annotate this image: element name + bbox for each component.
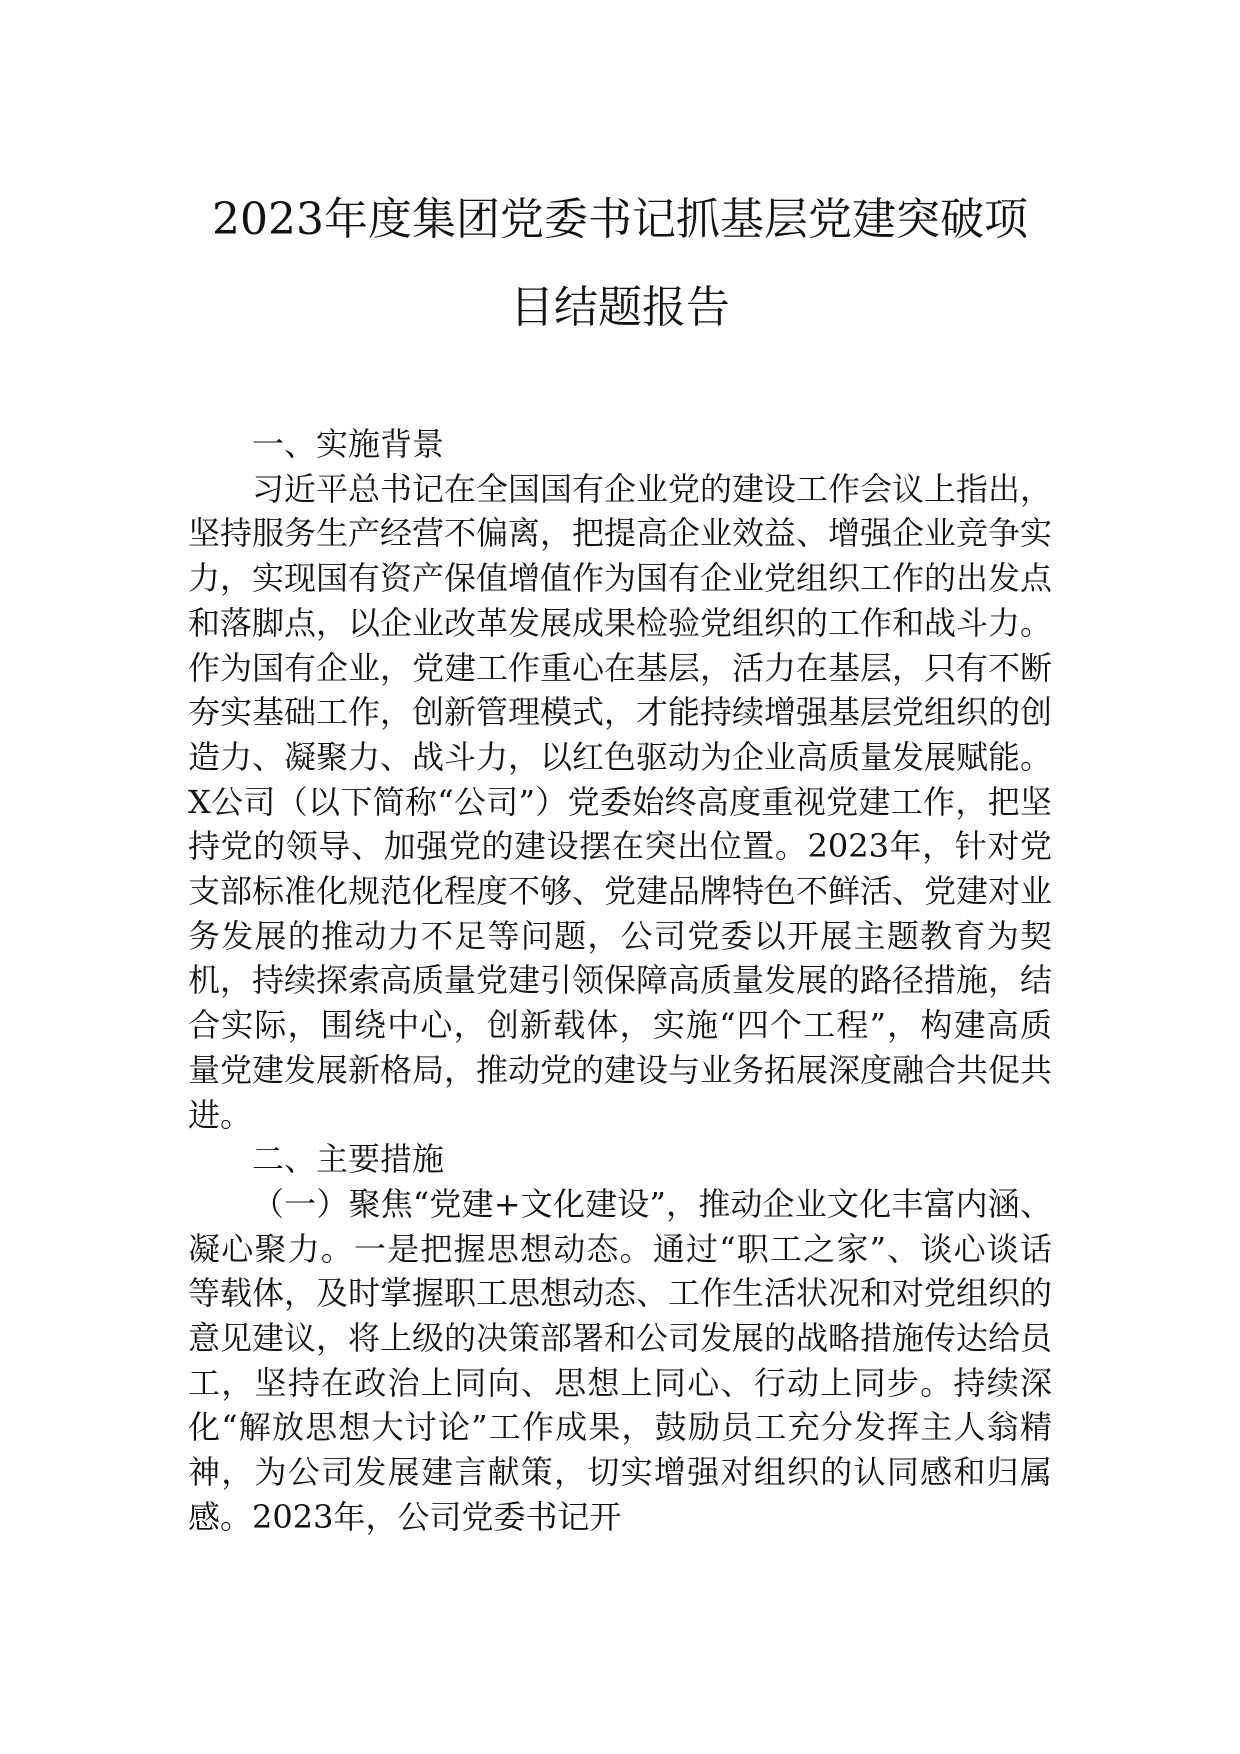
paragraph-background: 习近平总书记在全国国有企业党的建设工作会议上指出，坚持服务生产经营不偏离，把提高企业效益、增强企业竞争实力，实现国有资产保值增值作为国有企业党组织工作的出发点和落脚点，以企业改革发展成果检验党组织的工作和战斗力。作为国有企业，党建工作重心在基层，活力在基层，只有不断夯实基础工作，创新管理模式，才能持续增强基层党组织的创造力、凝聚力、战斗力，以红色驱动为企业高质量发展赋能。X公司（以下简称“公司”）党委始终高度重视党建工作，把坚持党的领导、加强党的建设摆在突出位置。2023年，针对党支部标准化规范化程度不够、党建品牌特色不鲜活、党建对业务发展的推动力不足等问题，公司党委以开展主题教育为契机，持续探索高质量党建引领保障高质量发展的路径措施，结合实际，围绕中心，创新载体，实施“四个工程”，构建高质量党建发展新格局，推动党的建设与业务拓展深度融合共促共进。 (188, 469, 1053, 1134)
title-line-1: 2023年度集团党委书记抓基层党建突破项 (212, 194, 1028, 245)
section-heading-measures: 二、主要措施 (252, 1140, 445, 1179)
document-body (188, 422, 1052, 1540)
title-line-2: 目结题报告 (510, 282, 730, 333)
paragraph-measures-1: （一）聚焦“党建+文化建设”，推动企业文化丰富内涵、凝心聚力。一是把握思想动态。通过“职工之家”、谈心谈话等载体，及时掌握职工思想动态、工作生活状况和对党组织的意见建议，将上级的决策部署和公司发展的战略措施传达给员工，坚持在政治上同向、思想上同心、行动上同步。持续深化“解放思想大讨论”工作成果，鼓励员工充分发挥主人翁精神，为公司发展建言献策，切实增强对组织的认同感和归属感。2023年，公司党委书记开 (188, 1184, 1053, 1536)
document-title (170, 176, 1070, 352)
section-heading-background: 一、实施背景 (252, 425, 445, 463)
